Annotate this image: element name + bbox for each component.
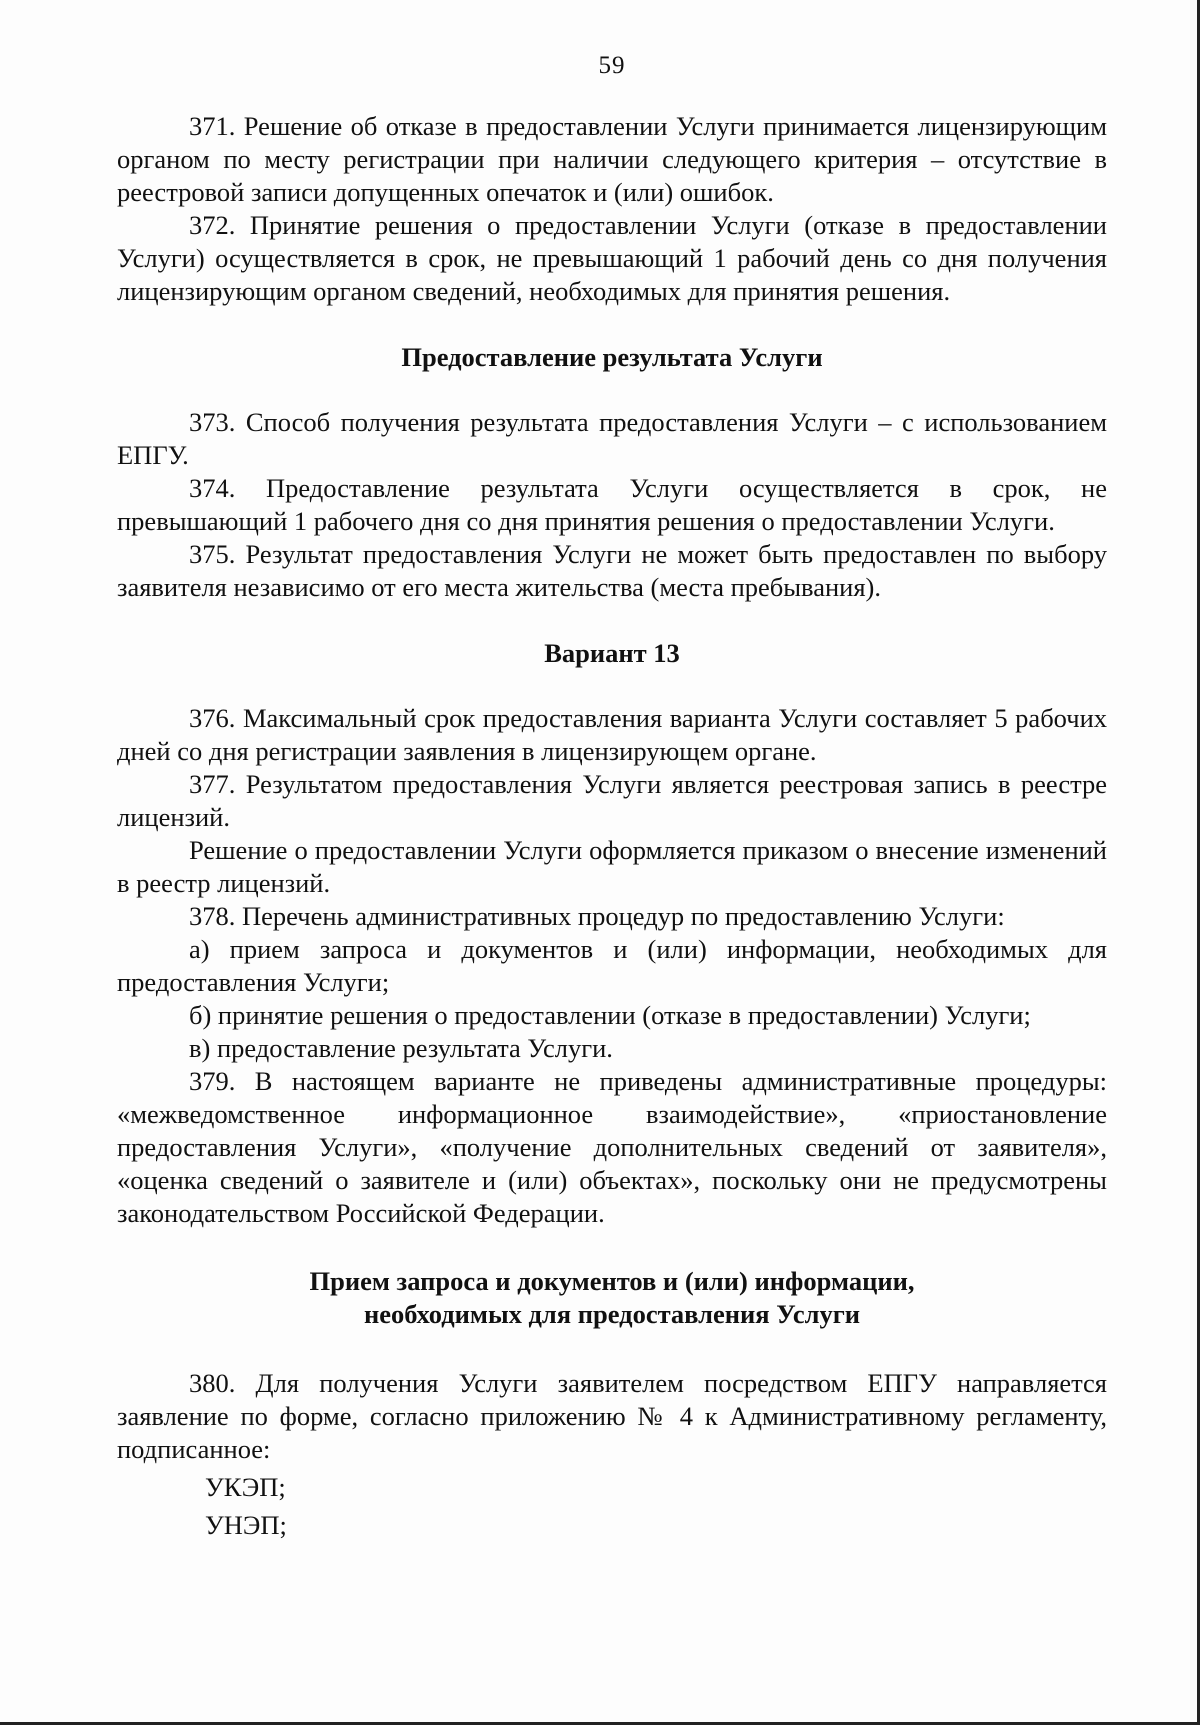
section-heading-request-intake-line2: необходимых для предоставления Услуги (363, 1299, 861, 1329)
paragraph-375: 375. Результат предоставления Услуги не может быть предоставлен по выбору заявителя независимо от его места жительства (места пребывания). (117, 539, 1107, 602)
paragraph-378-v: в) предоставление результата Услуги. (189, 1033, 613, 1063)
paragraph-371: 371. Решение об отказе в предоставлении Услуги принимается лицензирующим органом по месту регистрации при наличии следующего критерия – отсутствие в реестровой записи допущенных опечаток и (или) ошибок. (117, 111, 1107, 207)
paragraph-380: 380. Для получения Услуги заявителем посредством ЕПГУ направляется заявление по форме, согласно приложению № 4 к Административному регламенту, подписанное: (117, 1368, 1107, 1464)
paragraph-373: 373. Способ получения результата предоставления Услуги – с использованием ЕПГУ. (117, 407, 1107, 470)
paragraph-378: 378. Перечень административных процедур по предоставлению Услуги: (189, 901, 1005, 931)
document-body (117, 52, 1107, 1542)
paragraph-376: 376. Максимальный срок предоставления варианта Услуги составляет 5 рабочих дней со дня регистрации заявления в лицензирующем органе. (117, 703, 1107, 766)
paragraph-378-b: б) принятие решения о предоставлении (отказе в предоставлении) Услуги; (189, 1000, 1031, 1030)
section-heading-request-intake (117, 1265, 1107, 1331)
section-heading-variant-13: Вариант 13 (544, 638, 680, 668)
paragraph-377-decision: Решение о предоставлении Услуги оформляется приказом о внесение изменений в реестр лицензий. (117, 835, 1107, 898)
section-heading-result: Предоставление результата Услуги (401, 342, 823, 372)
paragraph-372: 372. Принятие решения о предоставлении Услуги (отказе в предоставлении Услуги) осуществляется в срок, не превышающий 1 рабочий день со дня получения лицензирующим органом сведений, необходимых для принятия решения. (117, 210, 1107, 306)
paragraph-378-a: а) прием запроса и документов и (или) информации, необходимых для предоставления Услуги; (117, 934, 1107, 997)
page-number: 59 (598, 52, 626, 79)
list-item-unep: УНЭП; (205, 1510, 287, 1540)
paragraph-374: 374. Предоставление результата Услуги осуществляется в срок, не превышающий 1 рабочего дня со дня принятия решения о предоставлении Услуги. (117, 473, 1107, 536)
paragraph-379: 379. В настоящем варианте не приведены административные процедуры: «межведомственное информационное взаимодействие», «приостановление предоставления Услуги», «получение дополнительных сведений от заявителя», «оценка сведений о заявителе и (или) объектах», поскольку они не предусмотрены законодательством Российской Федерации. (117, 1066, 1107, 1228)
list-item-ukep: УКЭП; (205, 1472, 286, 1502)
section-heading-request-intake-line1: Прием запроса и документов и (или) информации, (309, 1266, 915, 1296)
paragraph-377: 377. Результатом предоставления Услуги является реестровая запись в реестре лицензий. (117, 769, 1107, 832)
